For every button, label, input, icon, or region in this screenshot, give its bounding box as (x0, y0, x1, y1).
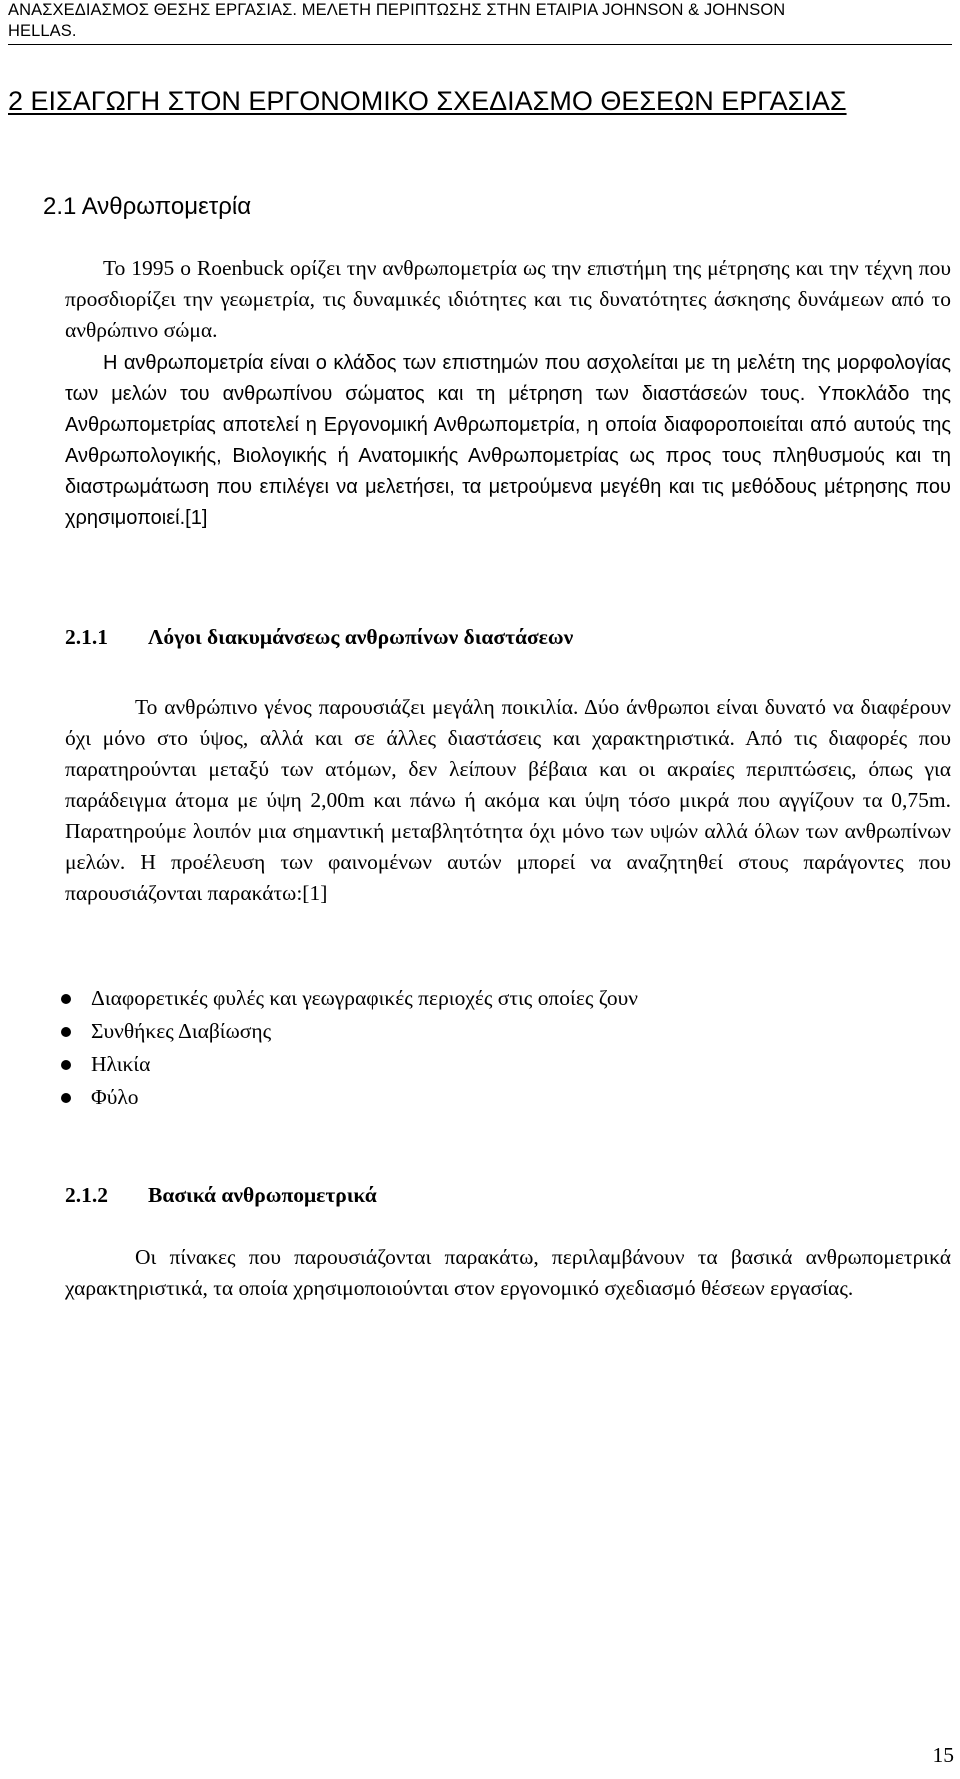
subsection-2-title: Βασικά ανθρωπομετρικά (148, 1183, 377, 1207)
subsection-2-paragraph: Οι πίνακες που παρουσιάζονται παρακάτω, περιλαμβάνουν τα βασικά ανθρωπομετρικά χαρακτηριστικά, τα οποία χρησιμοποιούνται στον εργονομικό σχεδιασμό θέσεων εργασίας. (65, 1245, 951, 1300)
bullet-icon (61, 1093, 71, 1103)
running-header (8, 0, 952, 42)
subsection-1-paragraph: Το ανθρώπινο γένος παρουσιάζει μεγάλη ποικιλία. Δύο άνθρωποι είναι δυνατό να διαφέρουν όχι μόνο στο ύψος, αλλά και σε άλλες διαστάσεις και χαρακτηριστικά. Από τις διαφορές που παρατηρούνται μεταξύ των ατόμων, δεν λείπουν βέβαια και οι ακραίες περιπτώσεις, όπως για παράδειγμα άτομα με ύψη 2,00m και πάνω ή ακόμα και ύψη τόσο μικρά που αγγίζουν τα 0,75m. Παρατηρούμε λοιπόν μια σημαντική μεταβλητότητα όχι μόνο των υψών αλλά όλων των ανθρωπίνων μελών. Η προέλευση των φαινομένων αυτών μπορεί να αναζητηθεί στους παράγοντες που παρουσιάζονται παρακάτω:[1] (65, 695, 951, 905)
running-header-line-1: ΑΝΑΣΧΕΔΙΑΣΜΟΣ ΘΕΣΗΣ ΕΡΓΑΣΙΑΣ. ΜΕΛΕΤΗ ΠΕΡΙΠΤΩΣΗΣ ΣΤΗΝ ΕΤΑΙΡΙΑ JOHNSON & JOHNSON (8, 1, 786, 19)
list-item (57, 982, 638, 1015)
bullet-icon (61, 1027, 71, 1037)
bullet-icon (61, 1060, 71, 1070)
subsection-1-number: 2.1.1 (65, 625, 108, 649)
section-title: 2.1 Ανθρωπομετρία (43, 193, 252, 220)
list-item-text: Φύλο (91, 1085, 139, 1109)
running-header-line-2: HELLAS. (8, 22, 77, 40)
factors-list (57, 982, 638, 1114)
subsection-1-heading (65, 622, 573, 652)
chapter-title: 2 ΕΙΣΑΓΩΓΗ ΣΤΟΝ ΕΡΓΟΝΟΜΙΚΟ ΣΧΕΔΙΑΣΜΟ ΘΕΣΕΩΝ ΕΡΓΑΣΙΑΣ (8, 86, 847, 116)
list-item-text: Διαφορετικές φυλές και γεωγραφικές περιοχές στις οποίες ζουν (91, 986, 638, 1010)
subsection-2-number: 2.1.2 (65, 1183, 108, 1207)
list-item (57, 1015, 638, 1048)
list-item-text: Συνθήκες Διαβίωσης (91, 1019, 272, 1043)
page-number: 15 (932, 1743, 954, 1767)
list-item-text: Ηλικία (91, 1052, 151, 1076)
subsection-2-heading (65, 1180, 377, 1210)
subsection-1-title: Λόγοι διακυμάνσεως ανθρωπίνων διαστάσεων (148, 625, 574, 649)
section-paragraph-2: Η ανθρωπομετρία είναι ο κλάδος των επιστημών που ασχολείται με τη μελέτη της μορφολογίας των μελών του ανθρωπίνου σώματος και τη μέτρηση των διαστάσεών τους. Υποκλάδο της Ανθρωπομετρίας αποτελεί η Εργονομική Ανθρωπομετρία, η οποία διαφοροποιείται από αυτούς της Ανθρωπολογικής, Βιολογικής ή Ανατομικής Ανθρωπομετρίας ως προς τους πληθυσμούς και τη διαστρωμάτωση που επιλέγει να μελετήσει, τα μετρούμενα μεγέθη και τις μεθόδους μέτρησης που χρησιμοποιεί.[1] (65, 352, 951, 529)
header-rule (8, 44, 952, 45)
bullet-icon (61, 994, 71, 1004)
list-item (57, 1081, 638, 1114)
section-paragraph-1: Το 1995 ο Roenbuck ορίζει την ανθρωπομετρία ως την επιστήμη της μέτρησης και την τέχνη που προσδιορίζει την γεωμετρία, τις δυναμικές ιδιότητες και τις δυνατότητες άσκησης δυνάμεων από το ανθρώπινο σώμα. (65, 256, 951, 342)
list-item (57, 1048, 638, 1081)
